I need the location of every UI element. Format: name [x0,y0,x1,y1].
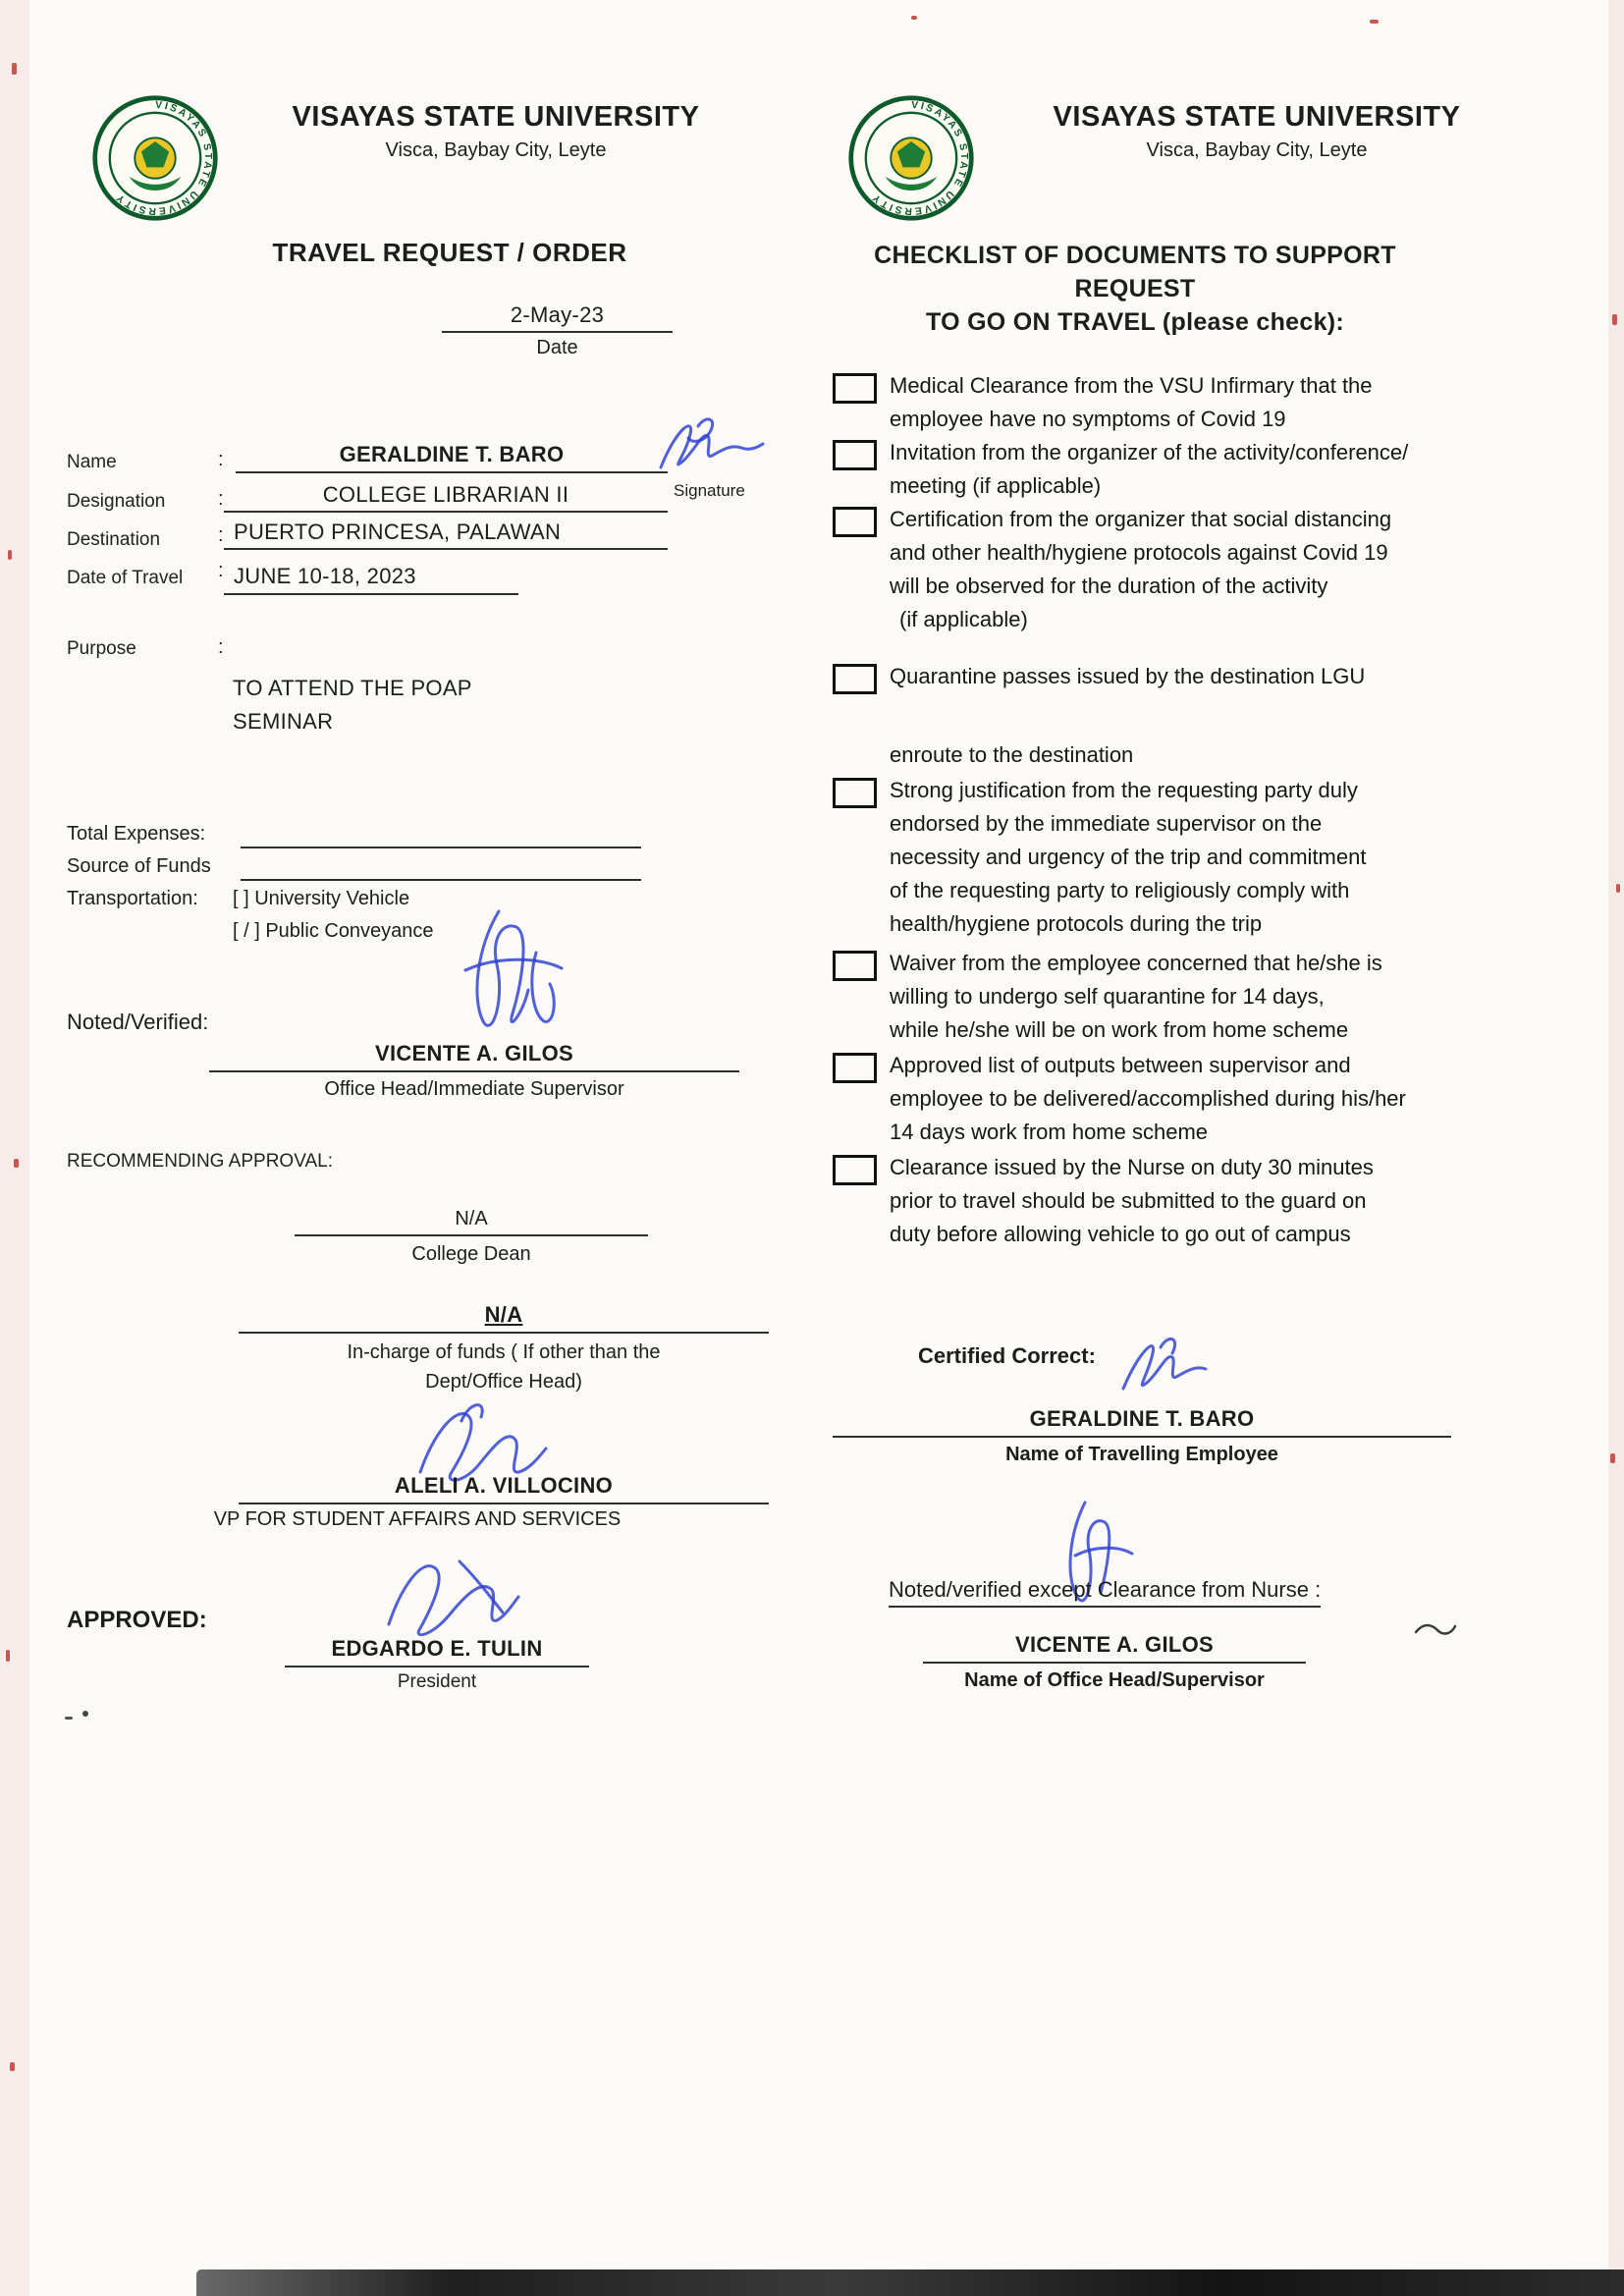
university-seal-icon [90,93,220,223]
checklist-line: Medical Clearance from the VSU Infirmary that the [890,373,1373,398]
certified-correct-label: Certified Correct: [918,1343,1096,1368]
transport-option-public-conveyance: [ / ] Public Conveyance [233,920,434,942]
scan-artifact [1610,1453,1615,1463]
checklist-line: meeting (if applicable) [890,473,1102,498]
scan-artifact [14,1159,19,1168]
destination-colon: : [218,524,224,546]
scan-artifact [82,1711,88,1717]
pen-mark [1414,1620,1457,1638]
checklist-title-line1: CHECKLIST OF DOCUMENTS TO SUPPORT REQUEST [874,242,1396,302]
president-name: EDGARDO E. TULIN [285,1636,589,1667]
checklist-item [890,1151,1490,1251]
checklist-item [890,774,1490,941]
designation-colon: : [218,488,224,510]
checklist-line: employee have no symptoms of Covid 19 [890,407,1286,431]
checklist-line: (if applicable) [899,607,1028,631]
scan-artifact [10,2062,15,2071]
checkbox-icon [833,1053,877,1083]
checklist-item [890,436,1490,503]
scan-artifact [6,1650,10,1662]
transportation-label: Transportation: [67,888,198,909]
university-name: VISAYAS STATE UNIVERSITY [292,101,700,133]
checklist-line: will be observed for the duration of the activity [890,574,1328,598]
transport-option-university-vehicle: [ ] University Vehicle [233,888,410,909]
form-title: TRAVEL REQUEST / ORDER [272,238,627,267]
scan-edge-tint [0,0,29,2296]
scan-edge-tint [1608,0,1624,2296]
travel-date-value: JUNE 10-18, 2023 [224,564,518,595]
checklist-line: while he/she will be on work from home scheme [890,1017,1349,1042]
checklist-title-line2: TO GO ON TRAVEL (please check): [925,308,1345,336]
approved-label: APPROVED: [67,1607,207,1633]
checklist-line: and other health/hygiene protocols against Covid 19 [890,540,1388,565]
university-name: VISAYAS STATE UNIVERSITY [1053,101,1461,133]
checklist-line: necessity and urgency of the trip and commitment [890,845,1367,869]
scan-artifact [12,63,17,75]
purpose-line2: SEMINAR [233,709,334,734]
name-colon: : [218,449,224,470]
scan-artifact [65,1717,73,1720]
checkbox-icon [833,373,877,404]
checklist-line: employee to be delivered/accomplished during his/her [890,1086,1406,1111]
university-address: Visca, Baybay City, Leyte [385,139,607,161]
checkbox-icon [833,951,877,981]
checklist-item [890,369,1490,436]
checkbox-icon [833,507,877,537]
funds-caption-line2: Dept/Office Head) [425,1371,582,1393]
checklist-line: Strong justification from the requesting party duly [890,778,1358,802]
university-seal-icon [846,93,976,223]
destination-label: Destination [67,529,161,550]
office-head-title: Name of Office Head/Supervisor [964,1669,1265,1691]
checklist-line: enroute to the destination [890,742,1134,767]
checklist-line: Approved list of outputs between supervisor and [890,1053,1351,1077]
office-head-name: VICENTE A. GILOS [923,1632,1306,1664]
recommending-approval-label: RECOMMENDING APPROVAL: [67,1151,333,1172]
checklist-line: Invitation from the organizer of the activity/conference/ [890,440,1409,465]
vp-title: VP FOR STUDENT AFFAIRS AND SERVICES [213,1508,622,1530]
vp-name: ALELI A. VILLOCINO [239,1473,769,1504]
name-value: GERALDINE T. BARO [236,442,668,473]
source-of-funds-underline [241,853,641,881]
checklist-line: 14 days work from home scheme [890,1120,1209,1144]
signature-vicente-gilos [422,896,589,1043]
dean-title: College Dean [411,1243,531,1265]
travelling-employee-title: Name of Travelling Employee [1005,1444,1278,1465]
checkbox-icon [833,664,877,694]
supervisor-title: Office Head/Immediate Supervisor [324,1078,624,1100]
total-expenses-underline [241,821,641,848]
supervisor-name: VICENTE A. GILOS [209,1041,739,1072]
purpose-label: Purpose [67,638,136,659]
funds-caption-line1: In-charge of funds ( If other than the [347,1341,661,1363]
scan-artifact [1616,884,1620,893]
signature-caption: Signature [674,481,745,500]
funds-na-row [239,1302,769,1334]
checklist-item [890,1049,1490,1149]
checklist-line: of the requesting party to religiously comply with [890,878,1350,902]
purpose-line1: TO ATTEND THE POAP [233,676,472,700]
total-expenses-label: Total Expenses: [67,823,206,845]
travel-date-colon: : [218,560,224,581]
signature-geraldine-baro [1110,1328,1227,1411]
scan-artifact [1612,314,1617,325]
checklist-line: prior to travel should be submitted to the guard on [890,1188,1367,1213]
checkbox-icon [833,778,877,808]
dean-value: N/A [295,1208,648,1236]
checklist-line: duty before allowing vehicle to go out of campus [890,1222,1351,1246]
designation-label: Designation [67,491,166,512]
checklist-line: endorsed by the immediate supervisor on the [890,811,1323,836]
checklist-title [833,239,1437,339]
checklist-line: health/hygiene protocols during the trip [890,911,1263,936]
purpose-colon: : [218,636,224,658]
scan-edge [196,2269,1624,2296]
checklist-line: willing to undergo self quarantine for 14 days, [890,984,1325,1009]
date-value: 2-May-23 [442,302,673,333]
checkbox-icon [833,440,877,470]
scan-artifact [1370,20,1379,24]
president-title: President [397,1671,477,1692]
checklist-line: Clearance issued by the Nurse on duty 30 minutes [890,1155,1374,1179]
destination-value: PUERTO PRINCESA, PALAWAN [224,519,668,550]
checklist-item [890,947,1490,1047]
checklist-item [890,503,1490,636]
noted-except-label: Noted/verified except Clearance from Nurse : [889,1577,1321,1608]
checklist-item [890,660,1490,772]
date-label: Date [536,337,578,358]
university-address: Visca, Baybay City, Leyte [1146,139,1368,161]
scan-artifact [8,550,12,560]
name-label: Name [67,452,117,472]
signature-geraldine-baro [643,410,771,484]
checkbox-icon [833,1155,877,1185]
checklist-line: Waiver from the employee concerned that he/she is [890,951,1382,975]
source-of-funds-label: Source of Funds [67,855,211,877]
travelling-employee-name: GERALDINE T. BARO [833,1406,1451,1438]
designation-value: COLLEGE LIBRARIAN II [224,482,668,513]
checklist-line: Quarantine passes issued by the destination LGU [890,664,1366,688]
checklist-line: Certification from the organizer that social distancing [890,507,1392,531]
travel-date-label: Date of Travel [67,568,184,588]
funds-value: N/A [484,1302,523,1327]
scan-artifact [911,16,917,20]
noted-verified-label: Noted/Verified: [67,1010,209,1034]
